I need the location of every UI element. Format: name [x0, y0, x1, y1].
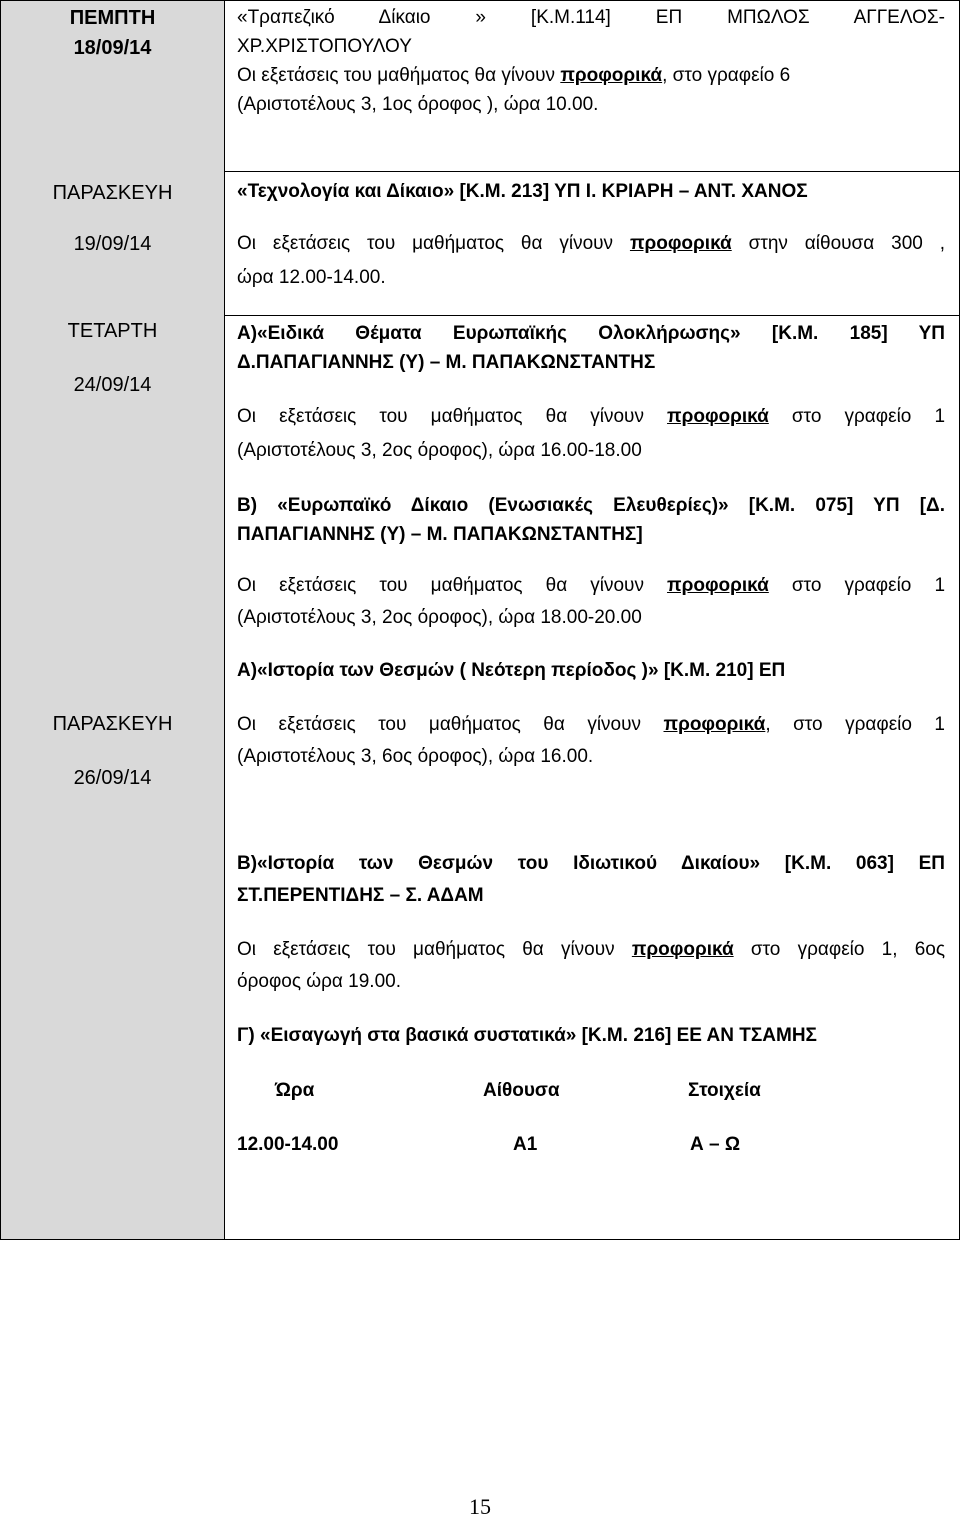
emphasis-oral: προφορικά: [667, 406, 769, 427]
course-title: «Τραπεζικό Δίκαιο » [Κ.Μ.114] ΕΠ ΜΠΩΛΟΣ ΑΓΓΕΛΟΣ-: [237, 7, 945, 28]
exam-row-wednesday: [0, 315, 960, 654]
course-b-desc: Οι εξετάσεις του μαθήματος θα γίνουν προφορικά στο γραφείο 1: [237, 575, 946, 596]
day-label: ΠΑΡΑΣΚΕΥΗ: [52, 182, 173, 204]
table-cell-info: Α – Ω: [690, 1134, 741, 1155]
emphasis-oral: προφορικά: [663, 714, 766, 735]
day-cell: [0, 315, 225, 654]
course-a-desc: Οι εξετάσεις του μαθήματος θα γίνουν προφορικά, στο γραφείο 1: [237, 714, 945, 735]
course-desc: Οι εξετάσεις του μαθήματος θα γίνουν προφορικά, στο γραφείο 6: [237, 65, 791, 86]
emphasis-oral: προφορικά: [631, 939, 734, 960]
page-number: 15: [469, 1494, 491, 1519]
course-b-title-cont: ΣΤ.ΠΕΡΕΝΤΙΔΗΣ – Σ. ΑΔΑΜ: [237, 885, 484, 906]
table-header-info: Στοιχεία: [688, 1080, 761, 1101]
date-label: 18/09/14: [73, 37, 152, 59]
day-label: ΤΕΤΑΡΤΗ: [67, 320, 158, 342]
table-cell-time: 12.00-14.00: [237, 1134, 339, 1155]
course-b-desc-cont: (Αριστοτέλους 3, 2ος όροφος), ώρα 18.00-20.00: [237, 607, 642, 628]
day-cell: [0, 653, 225, 1240]
course-desc-cont: (Αριστοτέλους 3, 1ος όροφος ), ώρα 10.00.: [237, 94, 599, 115]
course-a-title: Α)«Ιστορία των Θεσμών ( Νεότερη περίοδος )» [Κ.Μ. 210] ΕΠ: [237, 660, 786, 681]
exam-row-friday-26: [0, 653, 960, 1240]
content-cell: [225, 171, 960, 316]
exam-row-thursday: [0, 0, 960, 172]
course-a-desc-cont: (Αριστοτέλους 3, 6ος όροφος), ώρα 16.00.: [237, 746, 594, 767]
table-header-room: Αίθουσα: [483, 1080, 560, 1101]
date-label: 19/09/14: [73, 233, 152, 255]
day-label: ΠΕΜΠΤΗ: [69, 7, 156, 29]
course-b-desc-cont: όροφος ώρα 19.00.: [237, 971, 401, 992]
course-b-desc: Οι εξετάσεις του μαθήματος θα γίνουν προφορικά στο γραφείο 1, 6ος: [237, 939, 945, 960]
course-a-desc-cont: (Αριστοτέλους 3, 2ος όροφος), ώρα 16.00-18.00: [237, 440, 642, 461]
table-header-time: Ώρα: [275, 1080, 315, 1101]
course-desc: Οι εξετάσεις του μαθήματος θα γίνουν προφορικά στην αίθουσα 300 ,: [237, 233, 945, 254]
content-cell: [225, 315, 960, 654]
exam-row-friday-19: [0, 171, 960, 316]
emphasis-oral: προφορικά: [560, 65, 663, 86]
content-cell: [225, 653, 960, 1240]
course-title-cont: ΧΡ.ΧΡΙΣΤΟΠΟΥΛΟΥ: [237, 36, 412, 57]
table-cell-room: Α1: [513, 1134, 538, 1155]
date-label: 26/09/14: [73, 767, 152, 789]
date-label: 24/09/14: [73, 374, 152, 396]
course-a-title: Α)«Ειδικά Θέματα Ευρωπαϊκής Ολοκλήρωσης» [Κ.Μ. 185] ΥΠ: [237, 323, 945, 344]
course-desc-cont: ώρα 12.00-14.00.: [237, 267, 386, 288]
course-a-desc: Οι εξετάσεις του μαθήματος θα γίνουν προφορικά στο γραφείο 1: [237, 406, 946, 427]
course-title: «Τεχνολογία και Δίκαιο» [Κ.Μ. 213] ΥΠ Ι. ΚΡΙΑΡΗ – ΑΝΤ. ΧΑΝΟΣ: [237, 181, 808, 202]
course-b-title: Β) «Ευρωπαϊκό Δίκαιο (Ενωσιακές Ελευθερίες)» [Κ.Μ. 075] ΥΠ [Δ.: [237, 495, 945, 516]
course-b-title-cont: ΠΑΠΑΓΙΑΝΝΗΣ (Υ) – Μ. ΠΑΠΑΚΩΝΣΤΑΝΤΗΣ]: [237, 524, 643, 545]
content-cell: [225, 0, 960, 172]
course-a-title-cont: Δ.ΠΑΠΑΓΙΑΝΝΗΣ (Υ) – Μ. ΠΑΠΑΚΩΝΣΤΑΝΤΗΣ: [237, 352, 656, 373]
emphasis-oral: προφορικά: [629, 233, 732, 254]
day-label: ΠΑΡΑΣΚΕΥΗ: [52, 713, 173, 735]
course-c-title: Γ) «Εισαγωγή στα βασικά συστατικά» [Κ.Μ. 216] ΕΕ ΑΝ ΤΣΑΜΗΣ: [237, 1025, 817, 1046]
course-b-title: Β)«Ιστορία των Θεσμών του Ιδιωτικού Δικαίου» [Κ.Μ. 063] ΕΠ: [237, 853, 945, 874]
emphasis-oral: προφορικά: [667, 575, 769, 596]
